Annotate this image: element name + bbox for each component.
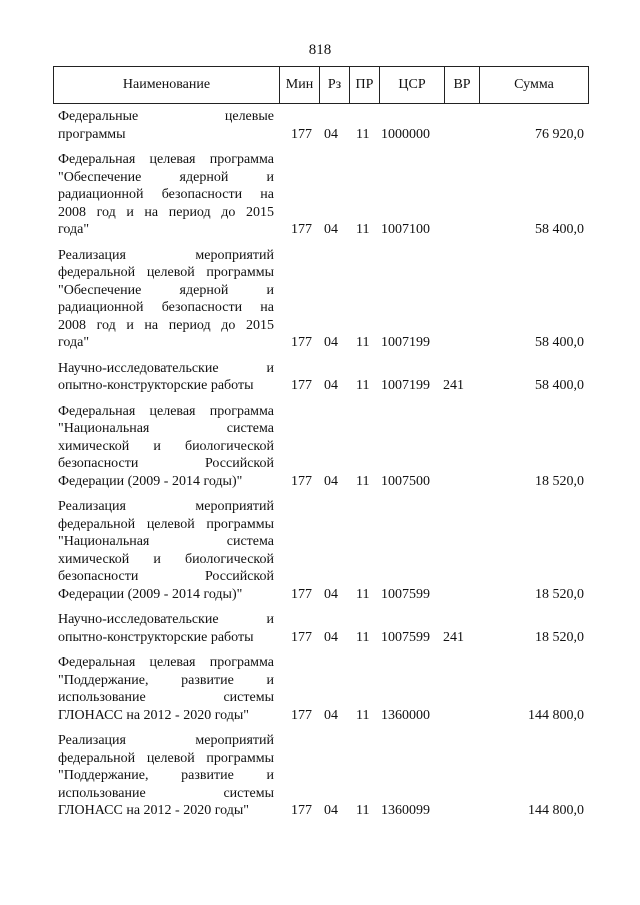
table-row [58,403,588,491]
row-csr: 1007599 [381,586,430,602]
row-pr: 11 [356,335,370,350]
row-min: 177 [291,222,312,237]
row-name [58,654,274,724]
row-name-line: Научно-исследовательские и [58,360,274,376]
row-min: 177 [291,803,312,818]
row-name-line: 2008 год и на период до 2015 [58,317,274,333]
row-pr: 11 [356,629,370,645]
row-name-line: опытно-конструкторские работы [58,629,254,645]
row-rz: 04 [324,586,338,602]
row-rz: 04 [324,803,338,818]
row-name [58,498,274,603]
row-name-line: использование системы [58,785,274,801]
page-number: 818 [308,42,332,58]
row-name [58,403,274,491]
row-name-line: безопасности Российской [58,456,274,471]
row-name-line: федеральной целевой программы [58,265,274,280]
header-name: Наименование [54,67,280,103]
row-pr: 11 [356,803,370,818]
row-sum: 18 520,0 [535,586,584,602]
row-name-line: радиационной безопасности на [58,300,274,315]
header-sum: Сумма [514,77,554,92]
row-min: 177 [291,629,312,645]
row-name-line: опытно-конструкторские работы [58,378,254,393]
row-name-line: "Поддержание, развитие и [58,672,274,688]
row-csr: 1360000 [381,707,430,723]
row-rz: 04 [324,473,338,489]
header-csr: ЦСР [380,67,445,103]
row-sum: 144 800,0 [528,803,584,818]
row-csr: 1007199 [381,335,430,350]
row-name-line: ГЛОНАСС на 2012 - 2020 годы" [58,707,249,723]
row-name-line: года" [58,222,90,237]
row-sum: 58 400,0 [535,222,584,237]
row-csr: 1000000 [381,126,430,142]
row-rz: 04 [324,126,338,142]
row-min: 177 [291,335,312,350]
row-name-line: "Обеспечение ядерной и [58,282,274,298]
row-name-line: федеральной целевой программы [58,516,274,532]
row-name-line: Реализация мероприятий [58,499,274,514]
table-row [58,611,588,646]
row-name-line: Федеральная целевая программа [58,403,274,419]
row-sum: 58 400,0 [535,335,584,350]
row-name-line: Федерации (2009 - 2014 годы)" [58,586,243,602]
row-name-line: Федерации (2009 - 2014 годы)" [58,473,243,489]
table-body [58,108,588,828]
row-pr: 11 [356,473,370,489]
row-pr: 11 [356,378,370,393]
row-name-line: "Национальная система [58,534,274,549]
header-min: Мин [280,67,320,103]
table-header [53,66,589,104]
row-pr: 11 [356,126,370,142]
row-name-line: Федеральная целевая программа [58,152,274,167]
row-vr: 241 [443,378,464,393]
row-csr: 1007100 [381,222,430,237]
row-name-line: Федеральные целевые [58,109,274,124]
row-sum: 76 920,0 [535,126,584,142]
table-row [58,151,588,239]
row-name-line: использование системы [58,690,274,705]
row-name [58,151,274,239]
row-min: 177 [291,707,312,723]
row-name-line: "Обеспечение ядерной и [58,169,274,185]
row-name-line: Федеральная целевая программа [58,655,274,670]
row-min: 177 [291,378,312,393]
row-rz: 04 [324,335,338,350]
row-name [58,247,274,352]
row-name [58,108,274,143]
row-rz: 04 [324,629,338,645]
row-name-line: безопасности Российской [58,569,274,584]
row-rz: 04 [324,707,338,723]
row-rz: 04 [324,378,338,393]
row-name-line: федеральной целевой программы [58,750,274,766]
header-vr: ВР [445,67,480,103]
row-name-line: Реализация мероприятий [58,733,274,748]
row-sum: 18 520,0 [535,473,584,489]
row-name-line: 2008 год и на период до 2015 [58,204,274,220]
row-sum: 18 520,0 [535,629,584,645]
row-name-line: "Поддержание, развитие и [58,768,274,783]
row-name-line: программы [58,126,126,142]
row-min: 177 [291,126,312,142]
row-name-line: химической и биологической [58,438,274,454]
row-min: 177 [291,473,312,489]
row-name [58,732,274,820]
row-name-line: Научно-исследовательские и [58,612,274,627]
row-name-line: года" [58,335,90,350]
row-name [58,360,274,395]
row-csr: 1007199 [381,378,430,393]
row-name-line: радиационной безопасности на [58,187,274,202]
table-row [58,498,588,603]
row-sum: 144 800,0 [528,707,584,723]
row-pr: 11 [356,222,370,237]
row-name [58,611,274,646]
row-csr: 1360099 [381,803,430,818]
table-row [58,108,588,143]
row-pr: 11 [356,707,370,723]
row-name-line: химической и биологической [58,551,274,567]
row-name-line: ГЛОНАСС на 2012 - 2020 годы" [58,803,249,818]
row-pr: 11 [356,586,370,602]
table-row [58,360,588,395]
row-min: 177 [291,586,312,602]
header-rz: Рз [320,67,350,103]
table-row [58,247,588,352]
table-row [58,654,588,724]
header-pr: ПР [350,67,380,103]
row-csr: 1007599 [381,629,430,645]
row-name-line: Реализация мероприятий [58,247,274,263]
table-row [58,732,588,820]
row-sum: 58 400,0 [535,378,584,393]
row-name-line: "Национальная система [58,421,274,436]
row-rz: 04 [324,222,338,237]
row-vr: 241 [443,629,464,645]
row-csr: 1007500 [381,473,430,489]
